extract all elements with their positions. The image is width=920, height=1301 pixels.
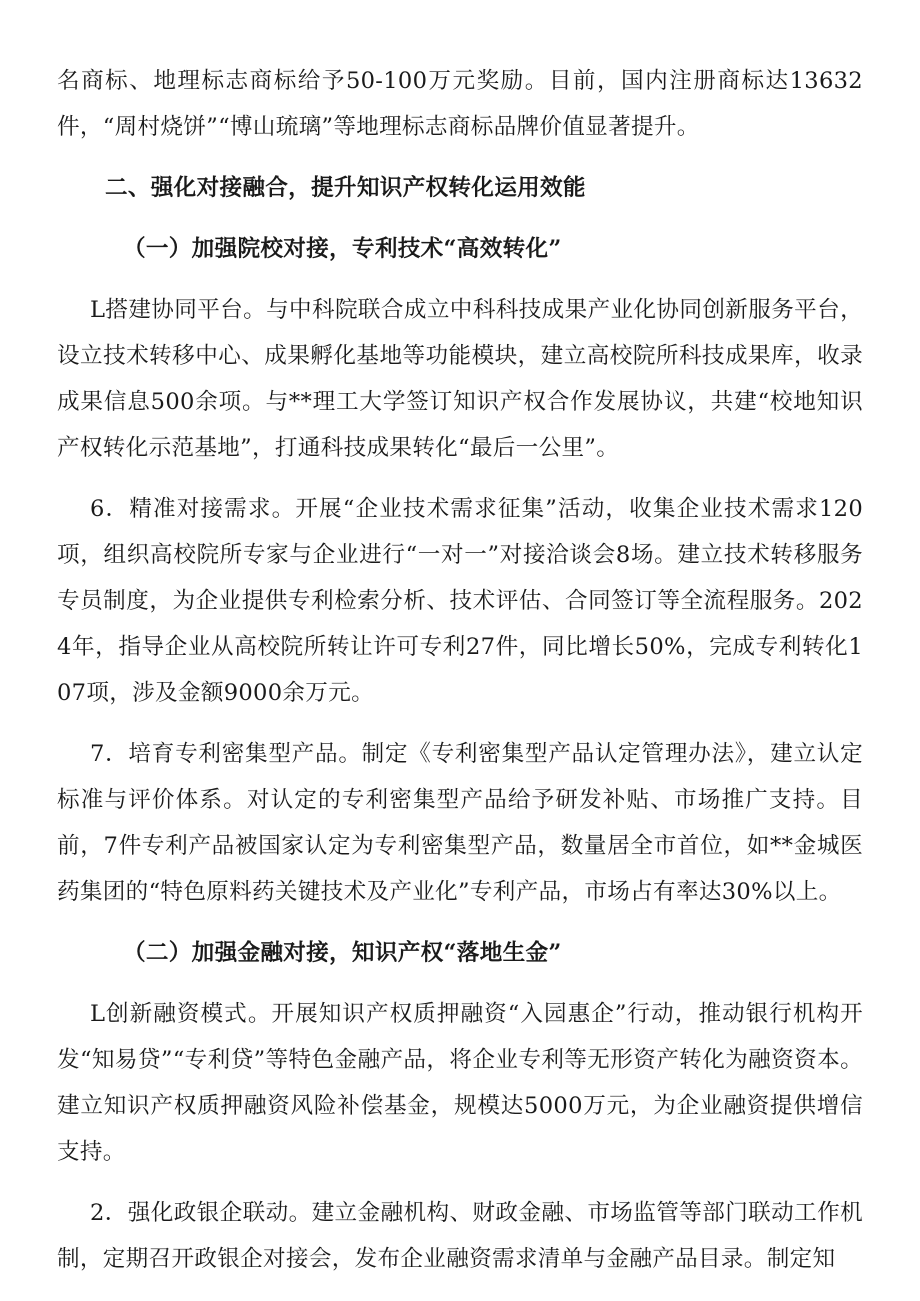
document-page [57,58,863,1297]
paragraph-government-bank-enterprise: 2．强化政银企联动。建立金融机构、财政金融、市场监管等部门联动工作机制，定期召开政银企对接会，发布企业融资需求清单与金融产品目录。制定知 [57,1200,863,1272]
paragraph-trademark-awards: 名商标、地理标志商标给予50-100万元奖励。目前，国内注册商标达13632件，“周村烧饼”“博山琉璃”等地理标志商标品牌价值显著提升。 [57,68,863,140]
paragraph-precise-matching: 6．精准对接需求。开展“企业技术需求征集”活动，收集企业技术需求120项，组织高校院所专家与企业进行“一对一”对接洽谈会8场。建立技术转移服务专员制度，为企业提供专利检索分析、技术评估、合同签订等全流程服务。2024年，指导企业从高校院所转让许可专利27件，同比增长50%，完成专利转化107项，涉及金额9000余万元。 [57,496,863,706]
paragraph-patent-intensive-products: 7．培育专利密集型产品。制定《专利密集型产品认定管理办法》，建立认定标准与评价体系。对认定的专利密集型产品给予研发补贴、市场推广支持。目前，7件专利产品被国家认定为专利密集型产品，数量居全市首位，如**金城医药集团的“特色原料药关键技术及产业化”专利产品，市场占有率达30%以上。 [57,741,863,905]
subsection-heading-2: （二）加强金融对接，知识产权“落地生金” [123,940,562,966]
paragraph-financing-model: L创新融资模式。开展知识产权质押融资“入园惠企”行动，推动银行机构开发“知易贷”“专利贷”等特色金融产品，将企业专利等无形资产转化为融资资本。建立知识产权质押融资风险补偿基金，规模达5000万元，为企业融资提供增信支持。 [57,1001,863,1165]
paragraph-collaboration-platform: L搭建协同平台。与中科院联合成立中科科技成果产业化协同创新服务平台，设立技术转移中心、成果孵化基地等功能模块，建立高校院所科技成果库，收录成果信息500余项。与**理工大学签订知识产权合作发展协议，共建“校地知识产权转化示范基地”，打通科技成果转化“最后一公里”。 [57,297,863,461]
subsection-heading-1: （一）加强院校对接，专利技术“高效转化” [123,236,562,262]
section-heading-2: 二、强化对接融合，提升知识产权转化运用效能 [105,175,586,201]
